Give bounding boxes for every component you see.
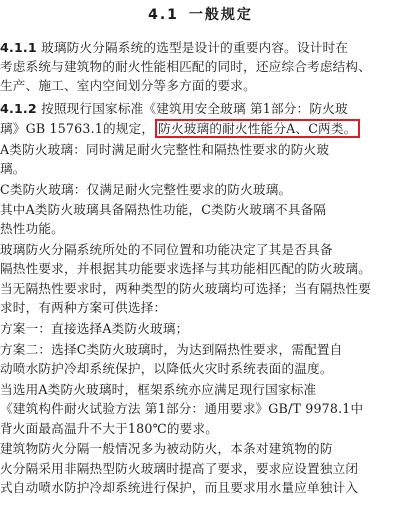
- clause-number: 4.1.2: [0, 101, 37, 116]
- paragraph-line: 方案二：选择C类防火玻璃时，为达到隔热性要求，需配置自: [0, 342, 343, 357]
- paragraph-line: 玻璃防火分隔系统所处的不同位置和功能决定了其是否具备: [0, 242, 333, 257]
- section-heading: [0, 6, 401, 24]
- paragraph-line: 《建筑构件耐火试验方法 第1部分：通用要求》GB/T 9978.1中: [0, 401, 364, 416]
- paragraph-line: 方案一：直接选择A类防火玻璃；: [0, 321, 189, 336]
- line-text: 璃》GB 15763.1的规定，: [0, 121, 155, 136]
- clause-number: 4.1.1: [0, 40, 37, 55]
- paragraph-line: [0, 38, 348, 57]
- paragraph-line: A类防火玻璃：同时满足耐火完整性和隔热性要求的防火玻: [0, 142, 330, 157]
- section-title: 一般规定: [188, 7, 253, 23]
- paragraph-line: 建筑物防火分隔一般情况多为被动防火，本条对建筑物的防: [0, 441, 333, 456]
- paragraph-line: 考虑系统与建筑物的耐火性能相匹配的同时，还应综合考虑结构、: [0, 59, 372, 74]
- paragraph-line: 背火面最高温升不大于180℃的要求。: [0, 421, 219, 436]
- paragraph-line: 式自动喷水防护冷却系统进行保护，而且要求用水量应单独计入: [0, 480, 359, 495]
- paragraph-line: 火分隔采用非隔热型防火玻璃时提高了要求，要求应设置独立闭: [0, 461, 359, 476]
- paragraph-line: C类防火玻璃：仅满足耐火完整性要求的防火玻璃。: [0, 182, 292, 197]
- paragraph-line: 其中A类防火玻璃具备隔热性功能，C类防火玻璃不具备隔: [0, 202, 327, 217]
- paragraph-line: 热性功能。: [0, 221, 64, 236]
- paragraph-line: 生产、施工、室内空间划分等多方面的要求。: [0, 78, 256, 93]
- paragraph-line: [0, 119, 360, 138]
- paragraph-line: [0, 99, 348, 118]
- paragraph-line: 隔热性要求，并根据其功能要求选择与其功能相匹配的防火玻璃。: [0, 261, 372, 276]
- paragraph-line: 当无隔热性要求时，两种类型的防火玻璃均可选择；当有隔热性要: [0, 281, 372, 296]
- paragraph-line: 当选用A类防火玻璃时，框架系统亦应满足现行国家标准: [0, 382, 317, 397]
- paragraph-line: 动喷水防护冷却系统保护，以降低火灾时系统表面的温度。: [0, 361, 333, 376]
- paragraph-line: 求时，有两种方案可供选择：: [0, 300, 167, 315]
- highlighted-text: 防火玻璃的耐火性能分A、C两类。: [155, 119, 360, 138]
- line-text: 玻璃防火分隔系统的选型是设计的重要内容。设计时在: [36, 40, 349, 55]
- paragraph-line: 璃。: [0, 161, 26, 176]
- section-number: 4.1: [148, 7, 179, 23]
- line-text: 按照现行国家标准《建筑用安全玻璃 第1部分：防火玻: [36, 101, 348, 116]
